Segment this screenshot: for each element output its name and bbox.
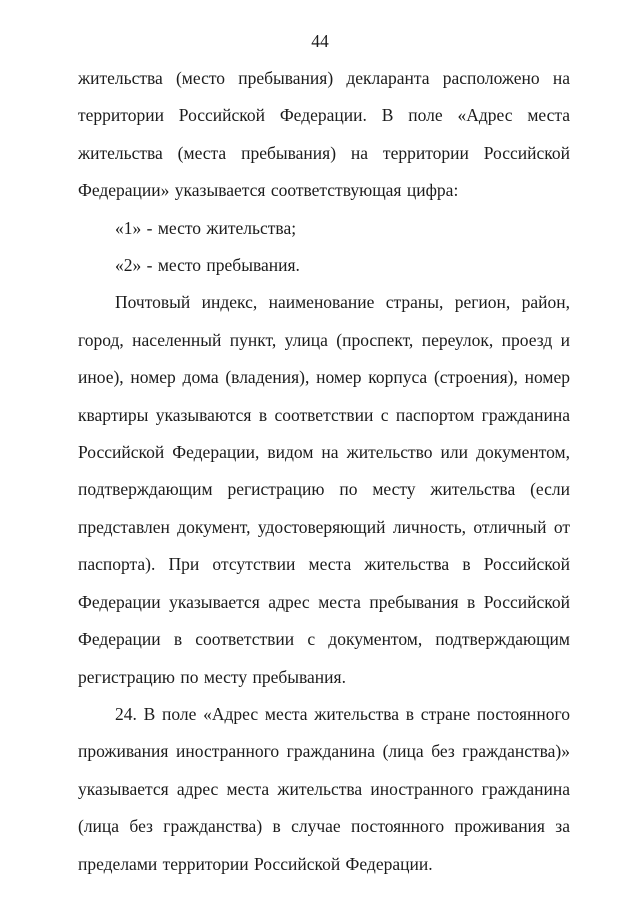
list-item-residence-code-1: «1» - место жительства;: [115, 217, 297, 238]
list-item-residence-code-2: «2» - место пребывания.: [115, 255, 300, 276]
paragraph-postal-address-rules: Почтовый индекс, наименование страны, регион, район, город, населенный пункт, улица (проспект, переулок, проезд и иное), номер дома (владения), номер корпуса (строения), номер квартиры указываются в соответствии с паспортом гражданина Российской Федерации, видом на жительство или документом, подтверждающим регистрацию по месту жительства (если представлен документ, удостоверяющий личность, отличный от паспорта). При отсутствии места жительства в Российской Федерации указывается адрес места пребывания в Российской Федерации в соответствии с документом, подтверждающим регистрацию по месту пребывания.: [78, 292, 570, 687]
page-number: 44: [311, 31, 329, 51]
paragraph-continuation: жительства (место пребывания) декларанта расположено на территории Российской Федерации. В поле «Адрес места жительства (места пребывания) на территории Российской Федерации» указывается соответствующая цифра:: [78, 68, 570, 201]
document-body: [78, 60, 570, 883]
paragraph-item-24: 24. В поле «Адрес места жительства в стране постоянного проживания иностранного гражданина (лица без гражданства)» указывается адрес места жительства иностранного гражданина (лица без гражданства) в случае постоянного проживания за пределами территории Российской Федерации.: [78, 703, 570, 874]
